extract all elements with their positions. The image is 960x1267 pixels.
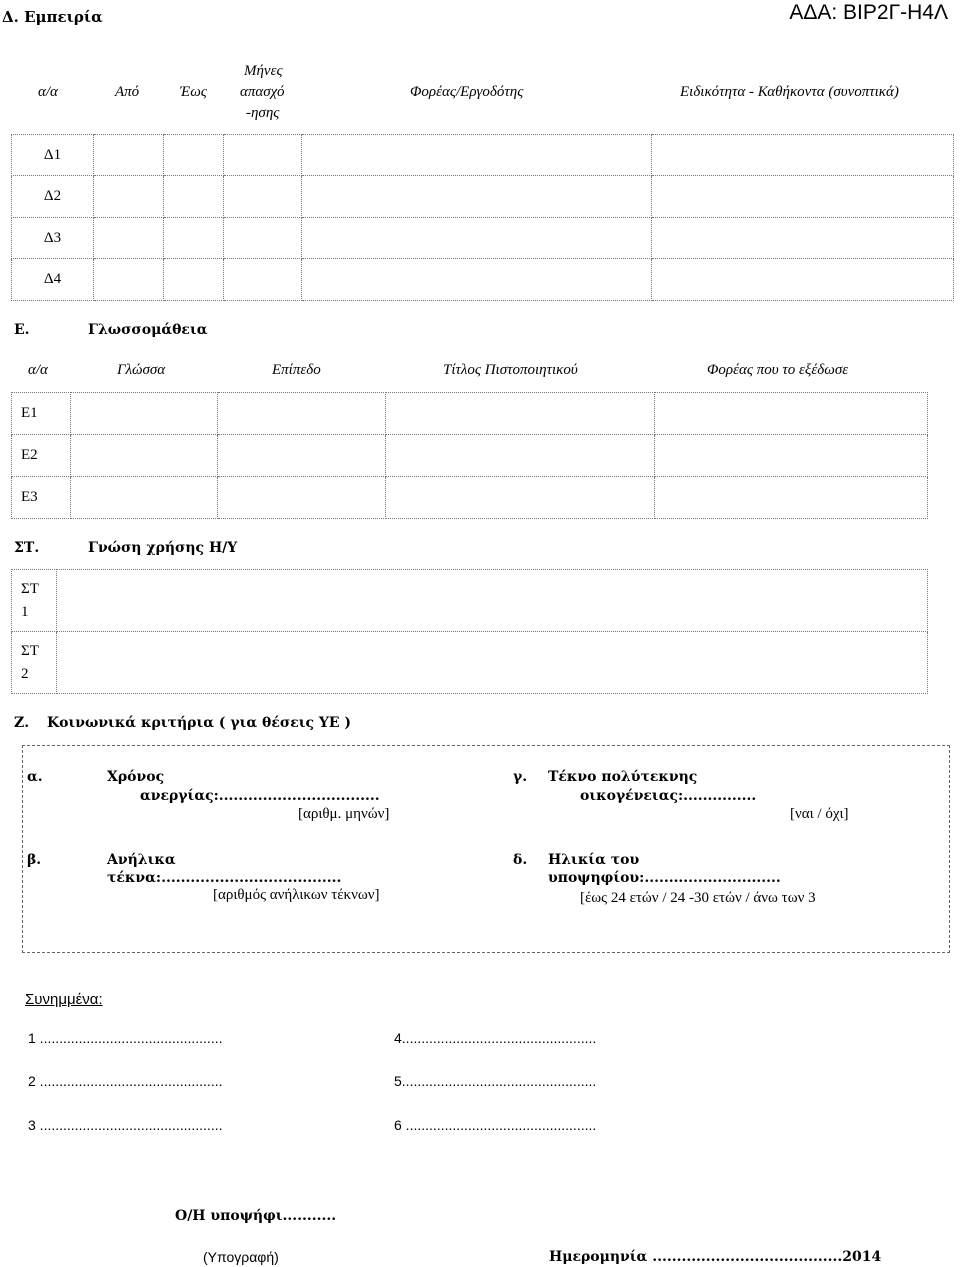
row-label: Ε2 bbox=[12, 435, 71, 477]
criterion-g-letter: γ. bbox=[513, 769, 528, 785]
to-cell[interactable] bbox=[164, 176, 224, 218]
row-label-line2: 2 bbox=[21, 665, 29, 682]
certificate-cell[interactable] bbox=[386, 393, 655, 435]
criterion-g-label: Τέκνο πολύτεκνης bbox=[548, 769, 698, 785]
row-label: Δ2 bbox=[12, 176, 94, 218]
skills-cell[interactable] bbox=[57, 632, 928, 694]
criterion-g-hint: [ναι / όχι] bbox=[790, 806, 849, 822]
col-header-months-2: απασχό bbox=[240, 84, 285, 100]
criterion-a-field[interactable]: ανεργίας:................................. bbox=[140, 788, 380, 804]
col-header-from: Από bbox=[115, 84, 140, 100]
languages-table bbox=[11, 392, 928, 519]
table-row bbox=[12, 570, 928, 632]
lang-col-language: Γλώσσα bbox=[117, 362, 166, 378]
table-row bbox=[12, 477, 928, 519]
language-cell[interactable] bbox=[71, 435, 218, 477]
col-header-months-3: -ησης bbox=[246, 105, 280, 121]
row-label: Δ3 bbox=[12, 218, 94, 259]
criterion-d-field[interactable]: υποψηφίου:............................ bbox=[548, 870, 781, 886]
issuer-cell[interactable] bbox=[655, 435, 928, 477]
months-cell[interactable] bbox=[224, 218, 302, 259]
to-cell[interactable] bbox=[164, 259, 224, 301]
col-header-employer: Φορέας/Εργοδότης bbox=[410, 84, 524, 100]
criterion-d-hint: [έως 24 ετών / 24 -30 ετών / άνω των 3 bbox=[580, 890, 816, 906]
criterion-b-label: Ανήλικα bbox=[107, 852, 176, 868]
lang-col-issuer: Φορέας που το εξέδωσε bbox=[707, 362, 849, 378]
row-label: Ε1 bbox=[12, 393, 71, 435]
months-cell[interactable] bbox=[224, 135, 302, 176]
computer-skills-table bbox=[11, 569, 928, 694]
criterion-b-letter: β. bbox=[27, 852, 42, 868]
row-label: Δ4 bbox=[12, 259, 94, 301]
attachment-line-1[interactable]: 1 ............................................... bbox=[28, 1030, 223, 1046]
attachments-title: Συνημμένα: bbox=[25, 991, 103, 1008]
ada-code: ΑΔΑ: ΒΙΡ2Γ-Η4Λ bbox=[789, 1, 948, 24]
attachment-line-4[interactable]: 4.................................................. bbox=[394, 1030, 597, 1046]
criterion-d-label: Ηλικία του bbox=[548, 852, 640, 868]
table-row bbox=[12, 176, 954, 218]
duties-cell[interactable] bbox=[652, 218, 954, 259]
attachment-line-5[interactable]: 5.................................................. bbox=[394, 1073, 597, 1089]
criterion-b-hint: [αριθμός ανήλικων τέκνων] bbox=[213, 887, 380, 903]
certificate-cell[interactable] bbox=[386, 435, 655, 477]
to-cell[interactable] bbox=[164, 135, 224, 176]
row-label: Ε3 bbox=[12, 477, 71, 519]
row-label: Δ1 bbox=[12, 135, 94, 176]
from-cell[interactable] bbox=[94, 218, 164, 259]
criterion-a-hint: [αριθμ. μηνών] bbox=[298, 806, 390, 822]
criterion-d-letter: δ. bbox=[513, 852, 528, 868]
col-header-to: Έως bbox=[180, 84, 207, 100]
level-cell[interactable] bbox=[218, 393, 386, 435]
employer-cell[interactable] bbox=[302, 176, 652, 218]
from-cell[interactable] bbox=[94, 135, 164, 176]
certificate-cell[interactable] bbox=[386, 477, 655, 519]
attachment-line-2[interactable]: 2 ............................................... bbox=[28, 1073, 223, 1089]
candidate-label: Ο/Η υποψήφι........... bbox=[175, 1208, 337, 1224]
months-cell[interactable] bbox=[224, 259, 302, 301]
employer-cell[interactable] bbox=[302, 218, 652, 259]
attachment-line-3[interactable]: 3 ............................................... bbox=[28, 1117, 223, 1133]
experience-table bbox=[11, 134, 954, 301]
skills-cell[interactable] bbox=[57, 570, 928, 632]
signature-label: (Υπογραφή) bbox=[203, 1249, 279, 1265]
issuer-cell[interactable] bbox=[655, 393, 928, 435]
criterion-a-label: Χρόνος bbox=[107, 769, 165, 785]
section-z-label: Κοινωνικά κριτήρια ( για θέσεις ΥΕ ) bbox=[47, 715, 352, 731]
table-row bbox=[12, 435, 928, 477]
criterion-a-letter: α. bbox=[27, 769, 43, 785]
lang-col-certificate: Τίτλος Πιστοποιητικού bbox=[443, 362, 578, 378]
col-header-aa: α/α bbox=[38, 84, 58, 100]
section-st-title: ΣΤ. bbox=[14, 540, 40, 556]
col-header-duties: Ειδικότητα - Καθήκοντα (συνοπτικά) bbox=[680, 84, 899, 100]
section-e-label: Γλωσσομάθεια bbox=[88, 322, 208, 338]
attachment-line-6[interactable]: 6 ................................................. bbox=[394, 1117, 597, 1133]
duties-cell[interactable] bbox=[652, 135, 954, 176]
language-cell[interactable] bbox=[71, 393, 218, 435]
lang-col-aa: α/α bbox=[28, 362, 48, 378]
to-cell[interactable] bbox=[164, 218, 224, 259]
level-cell[interactable] bbox=[218, 435, 386, 477]
from-cell[interactable] bbox=[94, 176, 164, 218]
section-d-title: Δ. Εμπειρία bbox=[2, 8, 103, 26]
from-cell[interactable] bbox=[94, 259, 164, 301]
table-row bbox=[12, 218, 954, 259]
table-row bbox=[12, 393, 928, 435]
row-label-line1: ΣΤ bbox=[21, 580, 39, 597]
issuer-cell[interactable] bbox=[655, 477, 928, 519]
row-label-line1: ΣΤ bbox=[21, 642, 39, 659]
table-row bbox=[12, 632, 928, 694]
lang-col-level: Επίπεδο bbox=[272, 362, 321, 378]
employer-cell[interactable] bbox=[302, 135, 652, 176]
table-row bbox=[12, 259, 954, 301]
criterion-b-field[interactable]: τέκνα:..................................... bbox=[107, 870, 342, 886]
col-header-months-1: Μήνες bbox=[244, 63, 283, 79]
language-cell[interactable] bbox=[71, 477, 218, 519]
section-e-title: Ε. bbox=[14, 322, 30, 338]
table-row bbox=[12, 135, 954, 176]
section-st-label: Γνώση χρήσης Η/Υ bbox=[88, 540, 238, 556]
criterion-g-field[interactable]: οικογένειας:............... bbox=[580, 788, 757, 804]
row-label-line2: 1 bbox=[21, 603, 29, 620]
employer-cell[interactable] bbox=[302, 259, 652, 301]
duties-cell[interactable] bbox=[652, 259, 954, 301]
level-cell[interactable] bbox=[218, 477, 386, 519]
months-cell[interactable] bbox=[224, 176, 302, 218]
date-field[interactable]: Ημερομηνία .......................................2014 bbox=[549, 1249, 882, 1265]
duties-cell[interactable] bbox=[652, 176, 954, 218]
section-z-title: Ζ. bbox=[14, 715, 30, 731]
